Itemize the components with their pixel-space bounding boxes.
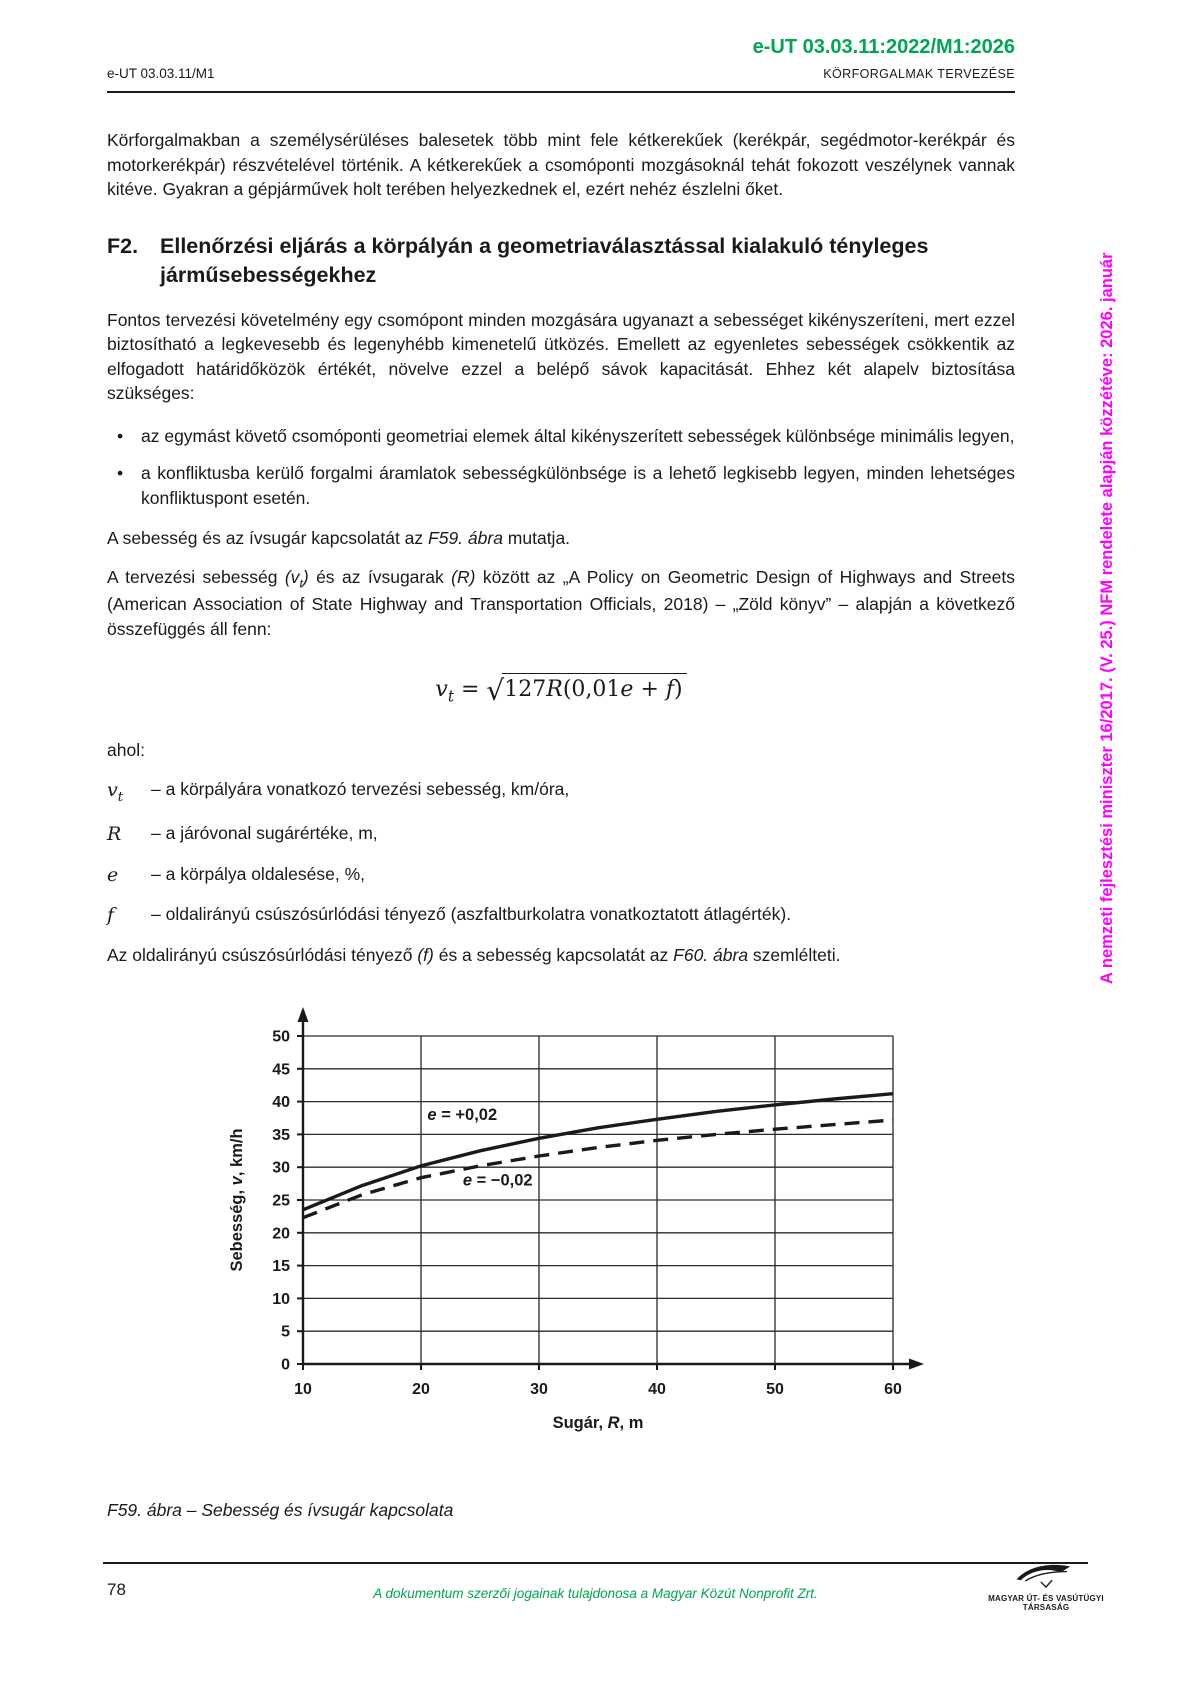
header-rule [107,91,1015,93]
definition-row [107,821,1015,848]
svg-text:e = −0,02: e = −0,02 [462,1171,533,1190]
definition-row [107,777,1015,807]
main-content [107,128,1015,1522]
policy-paragraph: A tervezési sebesség $(v_t)$ és az ívsugarak (R) között az „A Policy on Geometric Design of Highways and Streets (American Association of State Highway and Transportation Officials, 2018) – „Zöld könyv” – alapján a következő összefüggés áll fenn: [107,566,1015,639]
svg-text:50: 50 [766,1380,784,1398]
svg-text:Sugár, R, m: Sugár, R, m [552,1413,644,1432]
bullet-item: • az egymást követő csomóponti geometriai elemek által kikényszerített sebességek különbsége minimális legyen, [107,424,1015,449]
svg-text:20: 20 [272,1224,290,1242]
svg-text:45: 45 [272,1060,290,1078]
header-doc-title: KÖRFORGALMAK TERVEZÉSE [823,67,1015,81]
header-doc-id: e-UT 03.03.11/M1 [107,66,215,81]
intro-paragraph: Körforgalmakban a személysérüléses balesetek több mint fele kétkerekűek (kerékpár, segédmotor-kerékpár és motorkerékpár) részvételével történik. A kétkerekűek a csomóponti mozgásoknál tehát fokozott veszélynek vannak kitéve. Gyakran a gépjárművek holt terében helyezkednek el, ezért nehéz észlelni őket. [107,130,1015,199]
svg-text:e = +0,02: e = +0,02 [427,1105,498,1124]
section-heading [107,232,1015,290]
radical-sign: √ [486,674,503,708]
formula-radicand: 127R(0,01e + f) [502,673,686,706]
svg-text:60: 60 [884,1380,902,1398]
section-title: Ellenőrzési eljárás a körpályán a geometriaválasztással kialakuló tényleges járműsebességekhez [160,233,929,287]
formula-lhs: $v_t$ = [435,677,487,706]
svg-text:25: 25 [272,1192,290,1210]
figure-reference-paragraph: A sebesség és az ívsugár kapcsolatát az F59. ábra mutatja. [107,528,571,549]
section-number: F2. [107,233,139,258]
where-label: ahol: [107,740,145,761]
bullet-item: • a konfliktusba kerülő forgalmi áramlatok sebességkülönbsége is a lehető legkisebb legyen, minden lehetséges konfliktuspont esetén. [107,461,1015,510]
definition-row [107,862,1015,889]
definition-text: – a járóvonal sugárértéke, m, [151,823,378,844]
definition-symbol: R [107,823,122,846]
copyright-notice: A dokumentum szerzői jogainak tulajdonosa a Magyar Közút Nonprofit Zrt. [373,1586,818,1601]
svg-text:30: 30 [530,1380,548,1398]
definition-symbol: e [107,863,119,886]
svg-text:10: 10 [272,1290,290,1308]
svg-text:30: 30 [272,1159,290,1177]
side-note: A nemzeti fejlesztési miniszter 16/2017. (V. 25.) NFM rendelete alapján közzétéve: 2026. január [1098,252,1116,984]
speed-radius-chart [215,996,975,1436]
friction-paragraph: Az oldalirányú csúszósúrlódási tényező (f) és a sebesség kapcsolatát az F60. ábra szemlélteti. [107,945,841,966]
definition-text: – oldalirányú csúszósúrlódási tényező (aszfaltburkolatra vonatkoztatott átlagérték). [151,904,792,925]
definition-row [107,902,1015,929]
body-paragraph: Fontos tervezési követelmény egy csomópont minden mozgására ugyanazt a sebességet kikényszeríteni, mert ezzel biztosítható a legkevesebb és legenyhébb kimenetelű ütközés. Emellett az egyenletes sebességek csökkentik az elfogadott határidőközök értékét, növelve ezzel a belépő sávok kapacitását. Ehhez két alapelv biztosítása szükséges: [107,309,1015,404]
mauts-logo [968,1562,1124,1612]
svg-text:40: 40 [648,1380,666,1398]
definition-symbol: f [107,904,115,927]
speed-formula [107,671,1015,710]
bullet-list [107,424,1015,511]
svg-text:35: 35 [272,1126,290,1144]
svg-text:15: 15 [272,1257,290,1275]
definition-text: – a körpályára vonatkozó tervezési sebesség, km/óra, [151,778,570,799]
road-swoosh-icon [1014,1562,1078,1588]
figure-f59 [215,996,1015,1436]
svg-text:10: 10 [294,1380,312,1398]
figure-caption: F59. ábra – Sebesség és ívsugár kapcsolata [107,1499,454,1520]
logo-text: MAGYAR ÚT- ÉS VASÚTÜGYI TÁRSASÁG [988,1594,1104,1612]
footer-rule [103,1562,1088,1564]
svg-text:20: 20 [412,1380,430,1398]
header-row [107,66,1015,81]
svg-text:50: 50 [272,1028,290,1046]
svg-text:5: 5 [281,1323,290,1341]
definition-text: – a körpálya oldalesése, %, [151,863,366,884]
header-doc-code: e-UT 03.03.11:2022/M1:2026 [752,36,1015,58]
definition-symbol: $v_t$ [107,778,124,805]
page-number: 78 [107,1580,126,1599]
svg-text:40: 40 [272,1093,290,1111]
definition-list [107,777,1015,929]
svg-text:0: 0 [281,1356,290,1374]
svg-text:Sebesség, v, km/h: Sebesség, v, km/h [228,1128,246,1272]
